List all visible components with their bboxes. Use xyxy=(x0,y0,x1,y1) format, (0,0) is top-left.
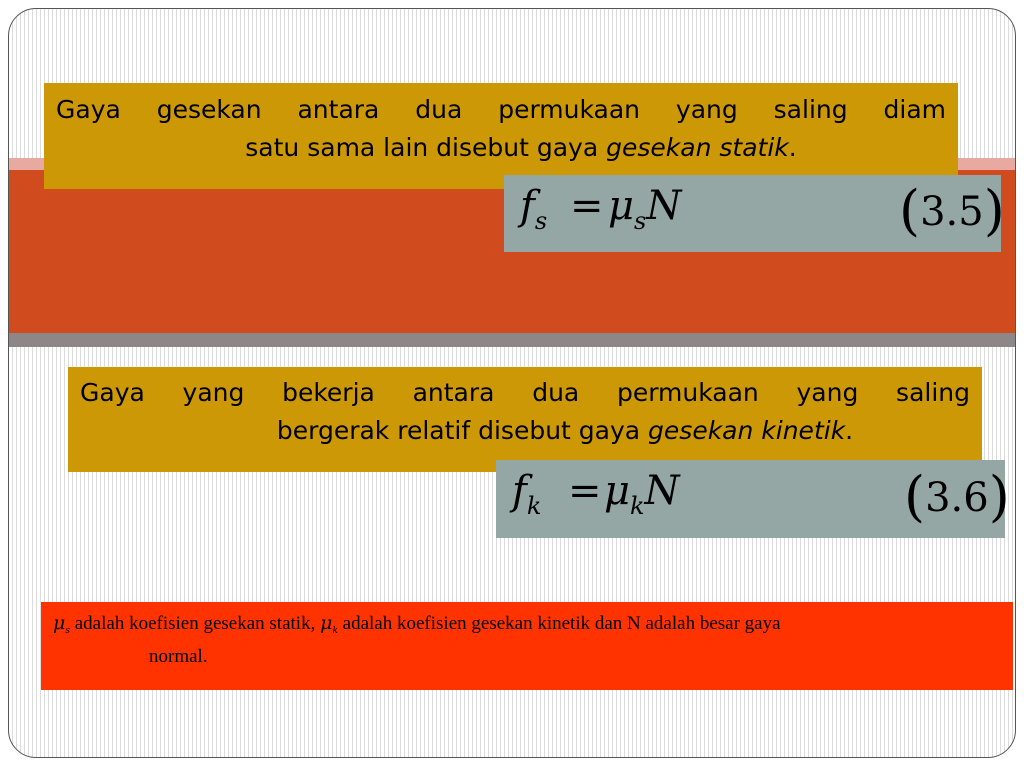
static-definition-term: gesekan statik xyxy=(606,133,789,162)
formula-kinetic-friction xyxy=(496,460,1010,538)
formula1-number-value: 3.5 xyxy=(920,189,984,235)
note-mu-k-sub: k xyxy=(332,626,338,636)
note-mu-s: μ xyxy=(53,612,66,634)
note-line2: normal. xyxy=(149,646,208,667)
formula2-equals: = xyxy=(568,468,602,514)
coefficient-note xyxy=(41,602,1013,690)
formula2-number-value: 3.6 xyxy=(925,475,989,521)
kinetic-definition-period: . xyxy=(845,416,854,445)
formula2-f-sub: k xyxy=(526,492,542,520)
note-text2: adalah koefisien gesekan kinetik dan N adalah besar gaya xyxy=(337,613,781,634)
kinetic-definition-line1: Gaya yang bekerja antara dua permukaan yang saling xyxy=(80,378,970,407)
formula1-f: f xyxy=(520,183,535,229)
formula1-rhs xyxy=(608,183,682,235)
static-definition-line1: Gaya gesekan antara dua permukaan yang saling diam xyxy=(56,95,946,124)
formula1-f-sub: s xyxy=(534,207,548,235)
formula1-mu: μ xyxy=(608,183,634,229)
static-definition-text: satu sama lain disebut gaya xyxy=(245,133,607,162)
note-text1: adalah koefisien gesekan statik, xyxy=(69,613,321,634)
formula1-mu-sub: s xyxy=(634,207,647,235)
formula1-paren-open: ( xyxy=(899,179,921,242)
formula2-f: f xyxy=(512,468,527,514)
formula1-paren-close: ) xyxy=(983,179,1005,242)
formula1-n: N xyxy=(646,183,682,229)
formula2-mu: μ xyxy=(604,468,630,514)
header-divider-band xyxy=(9,333,1015,347)
formula1-lhs xyxy=(520,183,548,235)
formula2-paren-close: ) xyxy=(988,465,1010,528)
static-definition-line2 xyxy=(56,129,946,167)
kinetic-friction-definition xyxy=(68,367,982,472)
slide xyxy=(8,8,1016,758)
note-mu-s-sub: s xyxy=(65,626,70,636)
formula2-n: N xyxy=(644,468,680,514)
formula2-lhs xyxy=(512,468,542,520)
static-definition-period: . xyxy=(788,133,797,162)
formula2-rhs xyxy=(604,468,680,520)
formula-static-friction xyxy=(504,175,1005,252)
note-mu-k: μ xyxy=(320,612,333,634)
formula1-number xyxy=(899,175,1005,242)
kinetic-definition-term: gesekan kinetik xyxy=(648,416,846,445)
static-friction-definition xyxy=(44,83,958,189)
kinetic-definition-line2 xyxy=(80,412,970,450)
formula2-number xyxy=(904,461,1010,528)
note-line1 xyxy=(53,613,781,634)
kinetic-definition-text: bergerak relatif disebut gaya xyxy=(276,416,649,445)
formula2-paren-open: ( xyxy=(904,465,926,528)
formula2-mu-sub: k xyxy=(630,492,645,520)
formula1-equals: = xyxy=(570,183,604,229)
